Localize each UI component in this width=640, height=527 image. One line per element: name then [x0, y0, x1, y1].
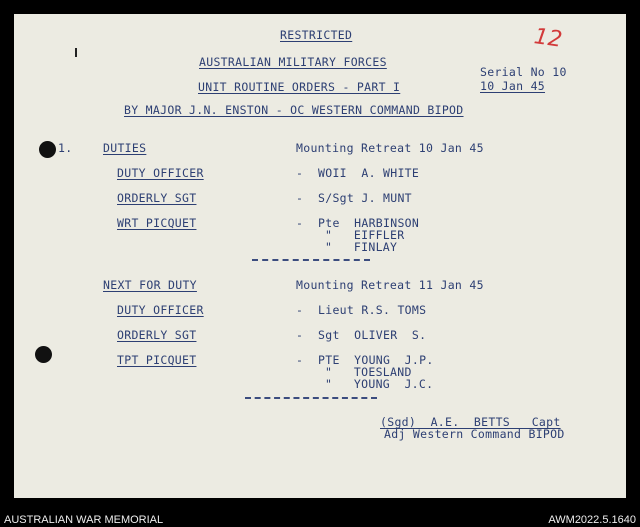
- order-title: UNIT ROUTINE ORDERS - PART I: [198, 80, 401, 94]
- signature-line: (Sgd) A.E. BETTS Capt: [380, 415, 561, 429]
- duty-name: Sgt OLIVER S.: [318, 328, 427, 342]
- duty-name: Lieut R.S. TOMS: [318, 303, 427, 317]
- duty-name: Pte HARBINSON: [318, 216, 420, 230]
- duty-name: S/Sgt J. MUNT: [318, 191, 412, 205]
- force-heading: AUSTRALIAN MILITARY FORCES: [199, 55, 387, 69]
- duty-dash: -: [296, 166, 304, 180]
- duty-dash: -: [296, 191, 304, 205]
- section-divider: [252, 259, 370, 261]
- next-duty-mounting: Mounting Retreat 11 Jan 45: [296, 278, 484, 292]
- footer-accession: AWM2022.5.1640: [548, 514, 636, 526]
- duty-dash: -: [296, 216, 304, 230]
- duty-dash: -: [296, 328, 304, 342]
- duty-role: ORDERLY SGT: [117, 191, 197, 205]
- duty-role: DUTY OFFICER: [117, 166, 204, 180]
- duty-dash: -: [296, 353, 304, 367]
- serial-number: Serial No 10: [480, 65, 567, 79]
- duty-role: TPT PICQUET: [117, 353, 197, 367]
- duty-name: WOII A. WHITE: [318, 166, 420, 180]
- signature-title: Adj Western Command BIPOD: [384, 427, 565, 441]
- duty-name: " EIFFLER: [325, 228, 405, 242]
- section-divider: [245, 397, 377, 399]
- pin-mark: [75, 48, 77, 57]
- duty-role: DUTY OFFICER: [117, 303, 204, 317]
- issued-by: BY MAJOR J.N. ENSTON - OC WESTERN COMMAND BIPOD: [124, 103, 464, 117]
- duty-name: " TOESLAND: [325, 365, 412, 379]
- duty-name: " YOUNG J.C.: [325, 377, 434, 391]
- duty-dash: -: [296, 303, 304, 317]
- duty-name: PTE YOUNG J.P.: [318, 353, 434, 367]
- next-duty-heading: NEXT FOR DUTY: [103, 278, 197, 292]
- classification: RESTRICTED: [280, 28, 353, 42]
- duty-role: WRT PICQUET: [117, 216, 197, 230]
- duties-mounting: Mounting Retreat 10 Jan 45: [296, 141, 484, 155]
- handwritten-page-number: 12: [532, 24, 564, 53]
- item-number: 1.: [58, 141, 73, 155]
- duties-heading: DUTIES: [103, 141, 147, 155]
- footer-source: AUSTRALIAN WAR MEMORIAL: [4, 514, 164, 526]
- duty-role: ORDERLY SGT: [117, 328, 197, 342]
- duty-name: " FINLAY: [325, 240, 398, 254]
- punch-hole-top: [39, 141, 56, 158]
- punch-hole-bottom: [35, 346, 52, 363]
- order-date: 10 Jan 45: [480, 79, 546, 93]
